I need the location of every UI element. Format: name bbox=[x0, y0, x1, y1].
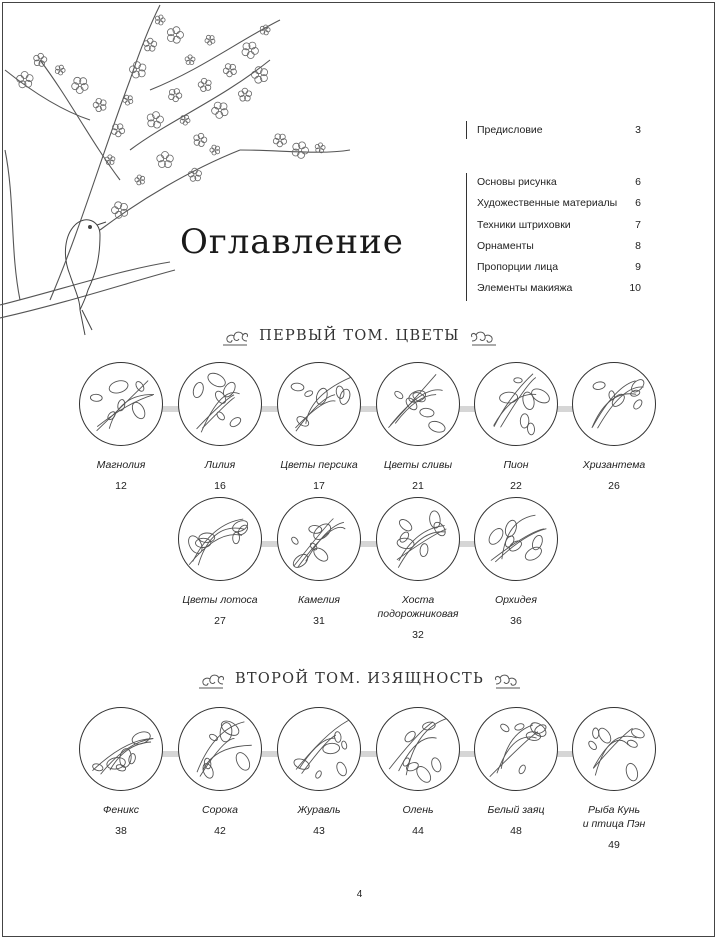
toc-entry[interactable] bbox=[477, 194, 641, 215]
chapter-page: 16 bbox=[214, 480, 226, 492]
chapter-page: 12 bbox=[115, 480, 127, 492]
toc-entry-preface[interactable] bbox=[477, 121, 641, 142]
chapter-title: Лилия bbox=[204, 459, 236, 471]
blossom-branch-bird-illustration bbox=[0, 0, 360, 340]
chapter-title bbox=[559, 803, 669, 831]
chapter-title: Пион bbox=[503, 459, 529, 471]
chapter-page: 44 bbox=[412, 825, 424, 837]
cloud-ornament-icon bbox=[470, 325, 498, 347]
chapter-entry[interactable] bbox=[165, 707, 275, 837]
chapter-page: 31 bbox=[313, 615, 325, 627]
toc-entry-page: 3 bbox=[635, 124, 641, 136]
chapter-page: 48 bbox=[510, 825, 522, 837]
volume1-heading-text: ПЕРВЫЙ ТОМ. ЦВЕТЫ bbox=[259, 328, 460, 344]
chapter-title-line: подорожниковая bbox=[377, 608, 459, 620]
chapter-title: Цветы лотоса bbox=[182, 594, 258, 606]
magnolia-illustration-icon bbox=[79, 362, 163, 446]
toc-list bbox=[466, 121, 641, 301]
chapter-page: 49 bbox=[608, 839, 620, 851]
chapter-entry[interactable] bbox=[363, 707, 473, 837]
orchid-illustration-icon bbox=[474, 497, 558, 581]
chapter-entry[interactable] bbox=[165, 497, 275, 627]
chapter-title: Орхидея bbox=[495, 594, 537, 606]
toc-entry[interactable] bbox=[477, 216, 641, 237]
toc-preface-group bbox=[466, 121, 641, 139]
chrysanthemum-illustration-icon bbox=[572, 362, 656, 446]
chapter-entry[interactable] bbox=[66, 362, 176, 492]
toc-entry-label: Элементы макияжа bbox=[477, 282, 573, 295]
chapter-entry[interactable] bbox=[66, 707, 176, 837]
chapter-title: Цветы сливы bbox=[383, 459, 453, 471]
chapter-page: 27 bbox=[214, 615, 226, 627]
toc-entry[interactable] bbox=[477, 237, 641, 258]
volume2-heading-text: ВТОРОЙ ТОМ. ИЗЯЩНОСТЬ bbox=[234, 671, 485, 687]
crane-illustration-icon bbox=[277, 707, 361, 791]
toc-main-group bbox=[466, 173, 641, 301]
chapter-entry[interactable] bbox=[363, 497, 473, 641]
toc-entry-label: Основы рисунка bbox=[477, 176, 557, 188]
toc-entry[interactable] bbox=[477, 173, 641, 194]
camellia-illustration-icon bbox=[277, 497, 361, 581]
chapter-title-line: Хоста bbox=[401, 594, 435, 606]
chapter-page: 21 bbox=[412, 480, 424, 492]
kun-fish-peng-bird-illustration-icon bbox=[572, 707, 656, 791]
page-title: Оглавление bbox=[180, 222, 404, 262]
chapter-page: 38 bbox=[115, 825, 127, 837]
toc-entry[interactable] bbox=[477, 279, 641, 300]
chapter-title bbox=[363, 593, 473, 621]
chapter-title: Цветы персика bbox=[280, 459, 358, 471]
cloud-ornament-icon bbox=[221, 325, 249, 347]
toc-entry-label: Орнаменты bbox=[477, 239, 534, 252]
lotus-illustration-icon bbox=[178, 497, 262, 581]
toc-entry-page: 6 bbox=[635, 197, 641, 210]
chapter-entry[interactable] bbox=[264, 497, 374, 627]
chapter-page: 36 bbox=[510, 615, 522, 627]
toc-entry[interactable] bbox=[477, 258, 641, 279]
white-hare-illustration-icon bbox=[474, 707, 558, 791]
chapter-title: Белый заяц bbox=[487, 804, 545, 816]
chapter-entry[interactable] bbox=[461, 362, 571, 492]
chapter-page: 17 bbox=[313, 480, 325, 492]
phoenix-illustration-icon bbox=[79, 707, 163, 791]
toc-entry-page: 8 bbox=[635, 239, 641, 252]
volume2-heading bbox=[0, 664, 719, 694]
chapter-title-line: и птица Пэн bbox=[582, 818, 646, 830]
deer-illustration-icon bbox=[376, 707, 460, 791]
chapter-title: Камелия bbox=[297, 594, 341, 606]
toc-entry-label: Техники штриховки bbox=[477, 218, 571, 231]
volume2-row bbox=[0, 707, 719, 851]
peach-blossom-illustration-icon bbox=[277, 362, 361, 446]
volume1-heading bbox=[0, 321, 719, 351]
toc-entry-page: 9 bbox=[635, 261, 641, 274]
chapter-entry[interactable] bbox=[461, 707, 571, 837]
chapter-entry[interactable] bbox=[165, 362, 275, 492]
chapter-title: Магнолия bbox=[96, 459, 146, 471]
hosta-illustration-icon bbox=[376, 497, 460, 581]
chapter-entry[interactable] bbox=[363, 362, 473, 492]
volume1-row1 bbox=[0, 362, 719, 492]
plum-blossom-illustration-icon bbox=[376, 362, 460, 446]
toc-entry-label: Художественные материалы bbox=[477, 197, 618, 210]
chapter-entry[interactable] bbox=[264, 707, 374, 837]
toc-entry-page: 7 bbox=[635, 218, 641, 231]
chapter-page: 26 bbox=[608, 480, 620, 492]
chapter-title: Сорока bbox=[202, 804, 238, 816]
toc-entry-page: 10 bbox=[629, 282, 641, 295]
chapter-title: Хризантема bbox=[582, 459, 646, 471]
chapter-page: 43 bbox=[313, 825, 325, 837]
chapter-entry[interactable] bbox=[264, 362, 374, 492]
chapter-title: Олень bbox=[402, 804, 434, 816]
chapter-page: 32 bbox=[412, 629, 424, 641]
chapter-page: 22 bbox=[510, 480, 522, 492]
chapter-entry[interactable] bbox=[461, 497, 571, 627]
chapter-page: 42 bbox=[214, 825, 226, 837]
chapter-entry[interactable] bbox=[559, 707, 669, 851]
toc-entry-label: Пропорции лица bbox=[477, 261, 559, 274]
cloud-ornament-icon bbox=[494, 668, 522, 690]
chapter-title: Журавль bbox=[297, 804, 341, 816]
toc-entry-page: 6 bbox=[635, 176, 641, 188]
chapter-title-line: Рыба Кунь bbox=[587, 804, 640, 816]
page-number: 4 bbox=[356, 889, 363, 900]
toc-entry-label: Предисловие bbox=[477, 124, 543, 136]
volume1-row2 bbox=[0, 497, 719, 641]
magpie-illustration-icon bbox=[178, 707, 262, 791]
peony-illustration-icon bbox=[474, 362, 558, 446]
lily-illustration-icon bbox=[178, 362, 262, 446]
chapter-title: Феникс bbox=[103, 804, 139, 816]
chapter-entry[interactable] bbox=[559, 362, 669, 492]
cloud-ornament-icon bbox=[197, 668, 225, 690]
